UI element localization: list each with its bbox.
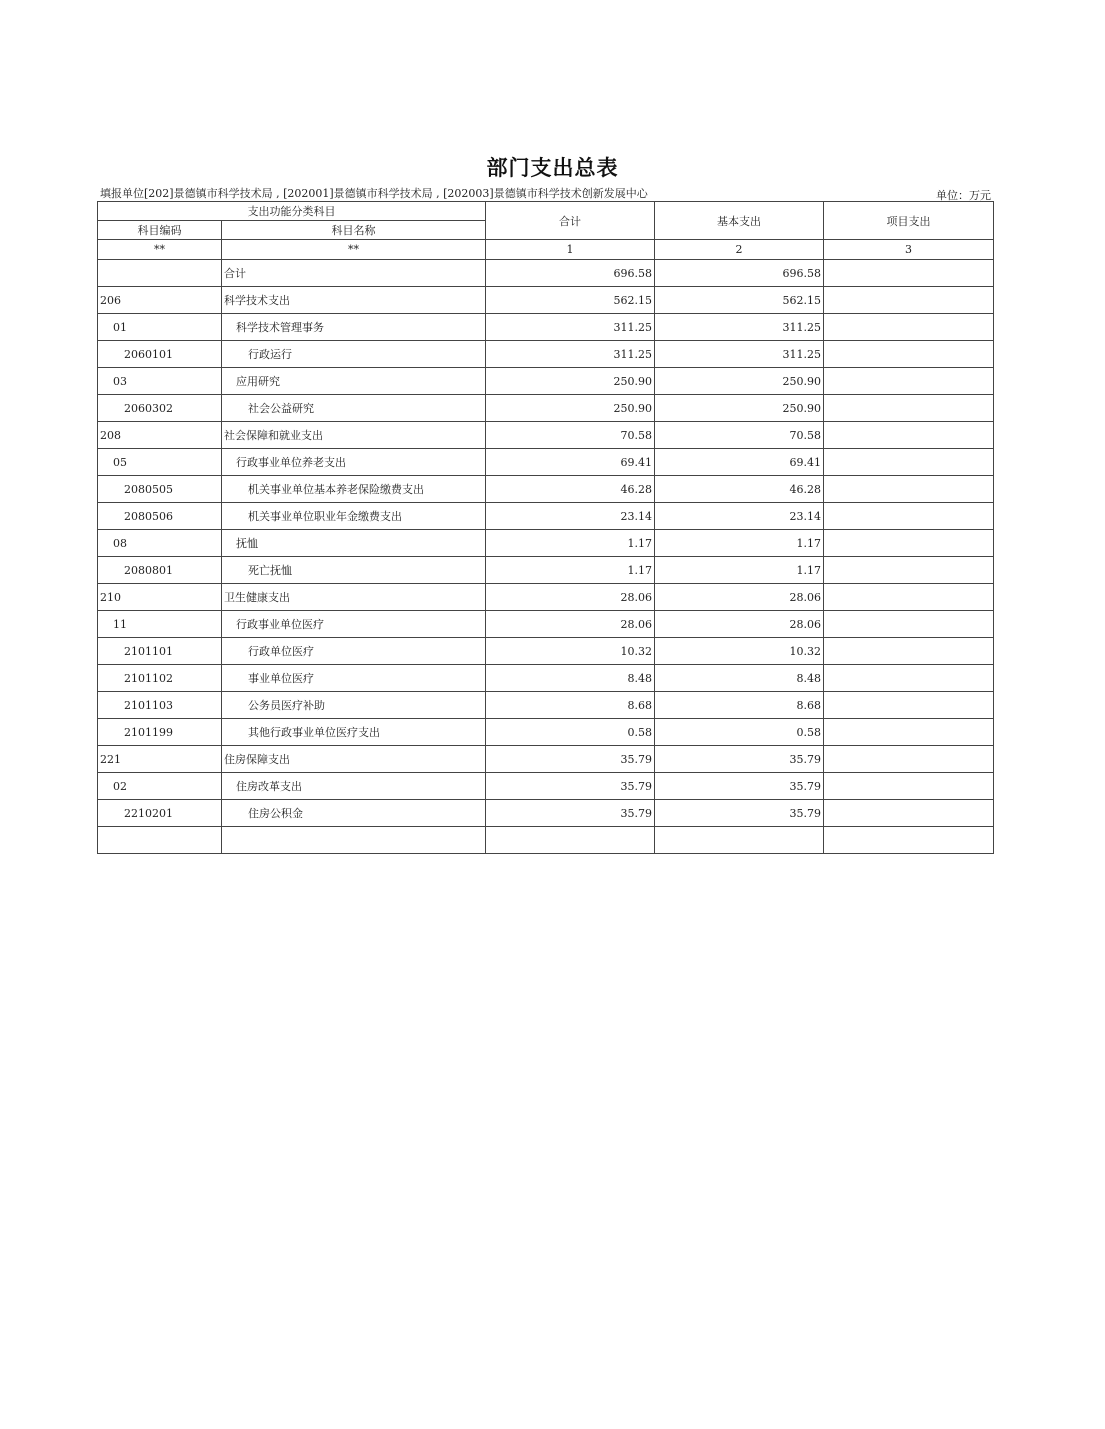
basic-cell: 35.79 xyxy=(655,773,824,800)
name-cell: 机关事业单位基本养老保险缴费支出 xyxy=(222,476,486,503)
table-row xyxy=(98,449,994,476)
total-cell: 28.06 xyxy=(486,611,655,638)
name-cell: 行政事业单位医疗 xyxy=(222,611,486,638)
code-cell: 11 xyxy=(98,611,222,638)
project-cell xyxy=(824,800,994,827)
project-cell xyxy=(824,557,994,584)
basic-cell: 8.68 xyxy=(655,692,824,719)
code-cell: 2080505 xyxy=(98,476,222,503)
project-cell xyxy=(824,773,994,800)
basic-cell: 10.32 xyxy=(655,638,824,665)
header-total-index: 1 xyxy=(486,240,655,260)
table-row xyxy=(98,692,994,719)
project-cell xyxy=(824,422,994,449)
basic-cell: 311.25 xyxy=(655,314,824,341)
table-row xyxy=(98,665,994,692)
project-cell xyxy=(824,395,994,422)
basic-cell: 696.58 xyxy=(655,260,824,287)
project-cell xyxy=(824,368,994,395)
name-cell: 社会公益研究 xyxy=(222,395,486,422)
code-cell: 2101103 xyxy=(98,692,222,719)
name-cell: 社会保障和就业支出 xyxy=(222,422,486,449)
header-basic: 基本支出 xyxy=(655,202,824,240)
basic-cell: 562.15 xyxy=(655,287,824,314)
table-row xyxy=(98,530,994,557)
project-cell xyxy=(824,665,994,692)
table-row xyxy=(98,611,994,638)
code-cell xyxy=(98,827,222,854)
project-cell xyxy=(824,476,994,503)
table-row xyxy=(98,719,994,746)
name-cell: 科学技术管理事务 xyxy=(222,314,486,341)
name-cell xyxy=(222,827,486,854)
table-row xyxy=(98,584,994,611)
project-cell xyxy=(824,638,994,665)
code-cell: 2101199 xyxy=(98,719,222,746)
header-project-index: 3 xyxy=(824,240,994,260)
total-cell: 0.58 xyxy=(486,719,655,746)
name-cell: 公务员医疗补助 xyxy=(222,692,486,719)
code-cell: 05 xyxy=(98,449,222,476)
header-project: 项目支出 xyxy=(824,202,994,240)
code-cell: 206 xyxy=(98,287,222,314)
name-cell: 机关事业单位职业年金缴费支出 xyxy=(222,503,486,530)
total-cell: 28.06 xyxy=(486,584,655,611)
header-name: 科目名称 xyxy=(222,221,486,240)
name-cell: 抚恤 xyxy=(222,530,486,557)
name-cell: 科学技术支出 xyxy=(222,287,486,314)
name-cell: 住房公积金 xyxy=(222,800,486,827)
name-cell: 住房保障支出 xyxy=(222,746,486,773)
total-cell: 10.32 xyxy=(486,638,655,665)
name-cell: 其他行政事业单位医疗支出 xyxy=(222,719,486,746)
project-cell xyxy=(824,530,994,557)
filler-unit-label: 填报单位[202]景德镇市科学技术局 , [202001]景德镇市科学技术局 , [202003]景德镇市科学技术创新发展中心 xyxy=(100,187,648,200)
code-cell: 2060302 xyxy=(98,395,222,422)
basic-cell xyxy=(655,827,824,854)
name-cell: 行政单位医疗 xyxy=(222,638,486,665)
project-cell xyxy=(824,611,994,638)
header-total: 合计 xyxy=(486,202,655,240)
project-cell xyxy=(824,827,994,854)
project-cell xyxy=(824,719,994,746)
total-cell: 70.58 xyxy=(486,422,655,449)
header-code: 科目编码 xyxy=(98,221,222,240)
basic-cell: 35.79 xyxy=(655,800,824,827)
basic-cell: 35.79 xyxy=(655,746,824,773)
name-cell: 合计 xyxy=(222,260,486,287)
total-cell: 46.28 xyxy=(486,476,655,503)
total-cell: 696.58 xyxy=(486,260,655,287)
project-cell xyxy=(824,449,994,476)
table-row xyxy=(98,638,994,665)
code-cell: 2060101 xyxy=(98,341,222,368)
code-cell: 02 xyxy=(98,773,222,800)
basic-cell: 28.06 xyxy=(655,584,824,611)
total-cell: 69.41 xyxy=(486,449,655,476)
table-row xyxy=(98,827,994,854)
code-cell: 2080506 xyxy=(98,503,222,530)
code-cell: 03 xyxy=(98,368,222,395)
table-row xyxy=(98,503,994,530)
total-cell: 311.25 xyxy=(486,314,655,341)
project-cell xyxy=(824,584,994,611)
table-row xyxy=(98,314,994,341)
basic-cell: 28.06 xyxy=(655,611,824,638)
basic-cell: 311.25 xyxy=(655,341,824,368)
code-cell: 221 xyxy=(98,746,222,773)
total-cell: 562.15 xyxy=(486,287,655,314)
name-cell: 住房改革支出 xyxy=(222,773,486,800)
basic-cell: 8.48 xyxy=(655,665,824,692)
code-cell: 2101102 xyxy=(98,665,222,692)
header-code-marker: ** xyxy=(98,240,222,260)
header-function-category: 支出功能分类科目 xyxy=(98,202,486,221)
table-row xyxy=(98,773,994,800)
name-cell: 死亡抚恤 xyxy=(222,557,486,584)
basic-cell: 46.28 xyxy=(655,476,824,503)
header-name-marker: ** xyxy=(222,240,486,260)
total-cell: 311.25 xyxy=(486,341,655,368)
table-row xyxy=(98,476,994,503)
total-cell: 35.79 xyxy=(486,746,655,773)
unit-label: 单位：万元 xyxy=(936,189,991,202)
basic-cell: 23.14 xyxy=(655,503,824,530)
table-row xyxy=(98,260,994,287)
code-cell: 210 xyxy=(98,584,222,611)
name-cell: 事业单位医疗 xyxy=(222,665,486,692)
code-cell xyxy=(98,260,222,287)
basic-cell: 70.58 xyxy=(655,422,824,449)
basic-cell: 250.90 xyxy=(655,368,824,395)
project-cell xyxy=(824,260,994,287)
table-row xyxy=(98,341,994,368)
total-cell: 1.17 xyxy=(486,530,655,557)
table-row xyxy=(98,422,994,449)
table-row xyxy=(98,746,994,773)
name-cell: 卫生健康支出 xyxy=(222,584,486,611)
table-row xyxy=(98,800,994,827)
basic-cell: 0.58 xyxy=(655,719,824,746)
name-cell: 行政运行 xyxy=(222,341,486,368)
header-basic-index: 2 xyxy=(655,240,824,260)
project-cell xyxy=(824,287,994,314)
project-cell xyxy=(824,503,994,530)
code-cell: 2101101 xyxy=(98,638,222,665)
project-cell xyxy=(824,314,994,341)
total-cell: 35.79 xyxy=(486,773,655,800)
code-cell: 01 xyxy=(98,314,222,341)
total-cell: 35.79 xyxy=(486,800,655,827)
code-cell: 2080801 xyxy=(98,557,222,584)
table-row xyxy=(98,368,994,395)
project-cell xyxy=(824,746,994,773)
basic-cell: 1.17 xyxy=(655,557,824,584)
total-cell: 23.14 xyxy=(486,503,655,530)
document-title: 部门支出总表 xyxy=(486,156,619,180)
expenditure-table xyxy=(97,201,994,854)
basic-cell: 1.17 xyxy=(655,530,824,557)
code-cell: 2210201 xyxy=(98,800,222,827)
total-cell: 250.90 xyxy=(486,368,655,395)
total-cell xyxy=(486,827,655,854)
basic-cell: 250.90 xyxy=(655,395,824,422)
code-cell: 208 xyxy=(98,422,222,449)
name-cell: 应用研究 xyxy=(222,368,486,395)
total-cell: 1.17 xyxy=(486,557,655,584)
total-cell: 250.90 xyxy=(486,395,655,422)
table-row xyxy=(98,557,994,584)
total-cell: 8.48 xyxy=(486,665,655,692)
project-cell xyxy=(824,341,994,368)
project-cell xyxy=(824,692,994,719)
name-cell: 行政事业单位养老支出 xyxy=(222,449,486,476)
code-cell: 08 xyxy=(98,530,222,557)
basic-cell: 69.41 xyxy=(655,449,824,476)
table-row xyxy=(98,287,994,314)
total-cell: 8.68 xyxy=(486,692,655,719)
table-row xyxy=(98,395,994,422)
